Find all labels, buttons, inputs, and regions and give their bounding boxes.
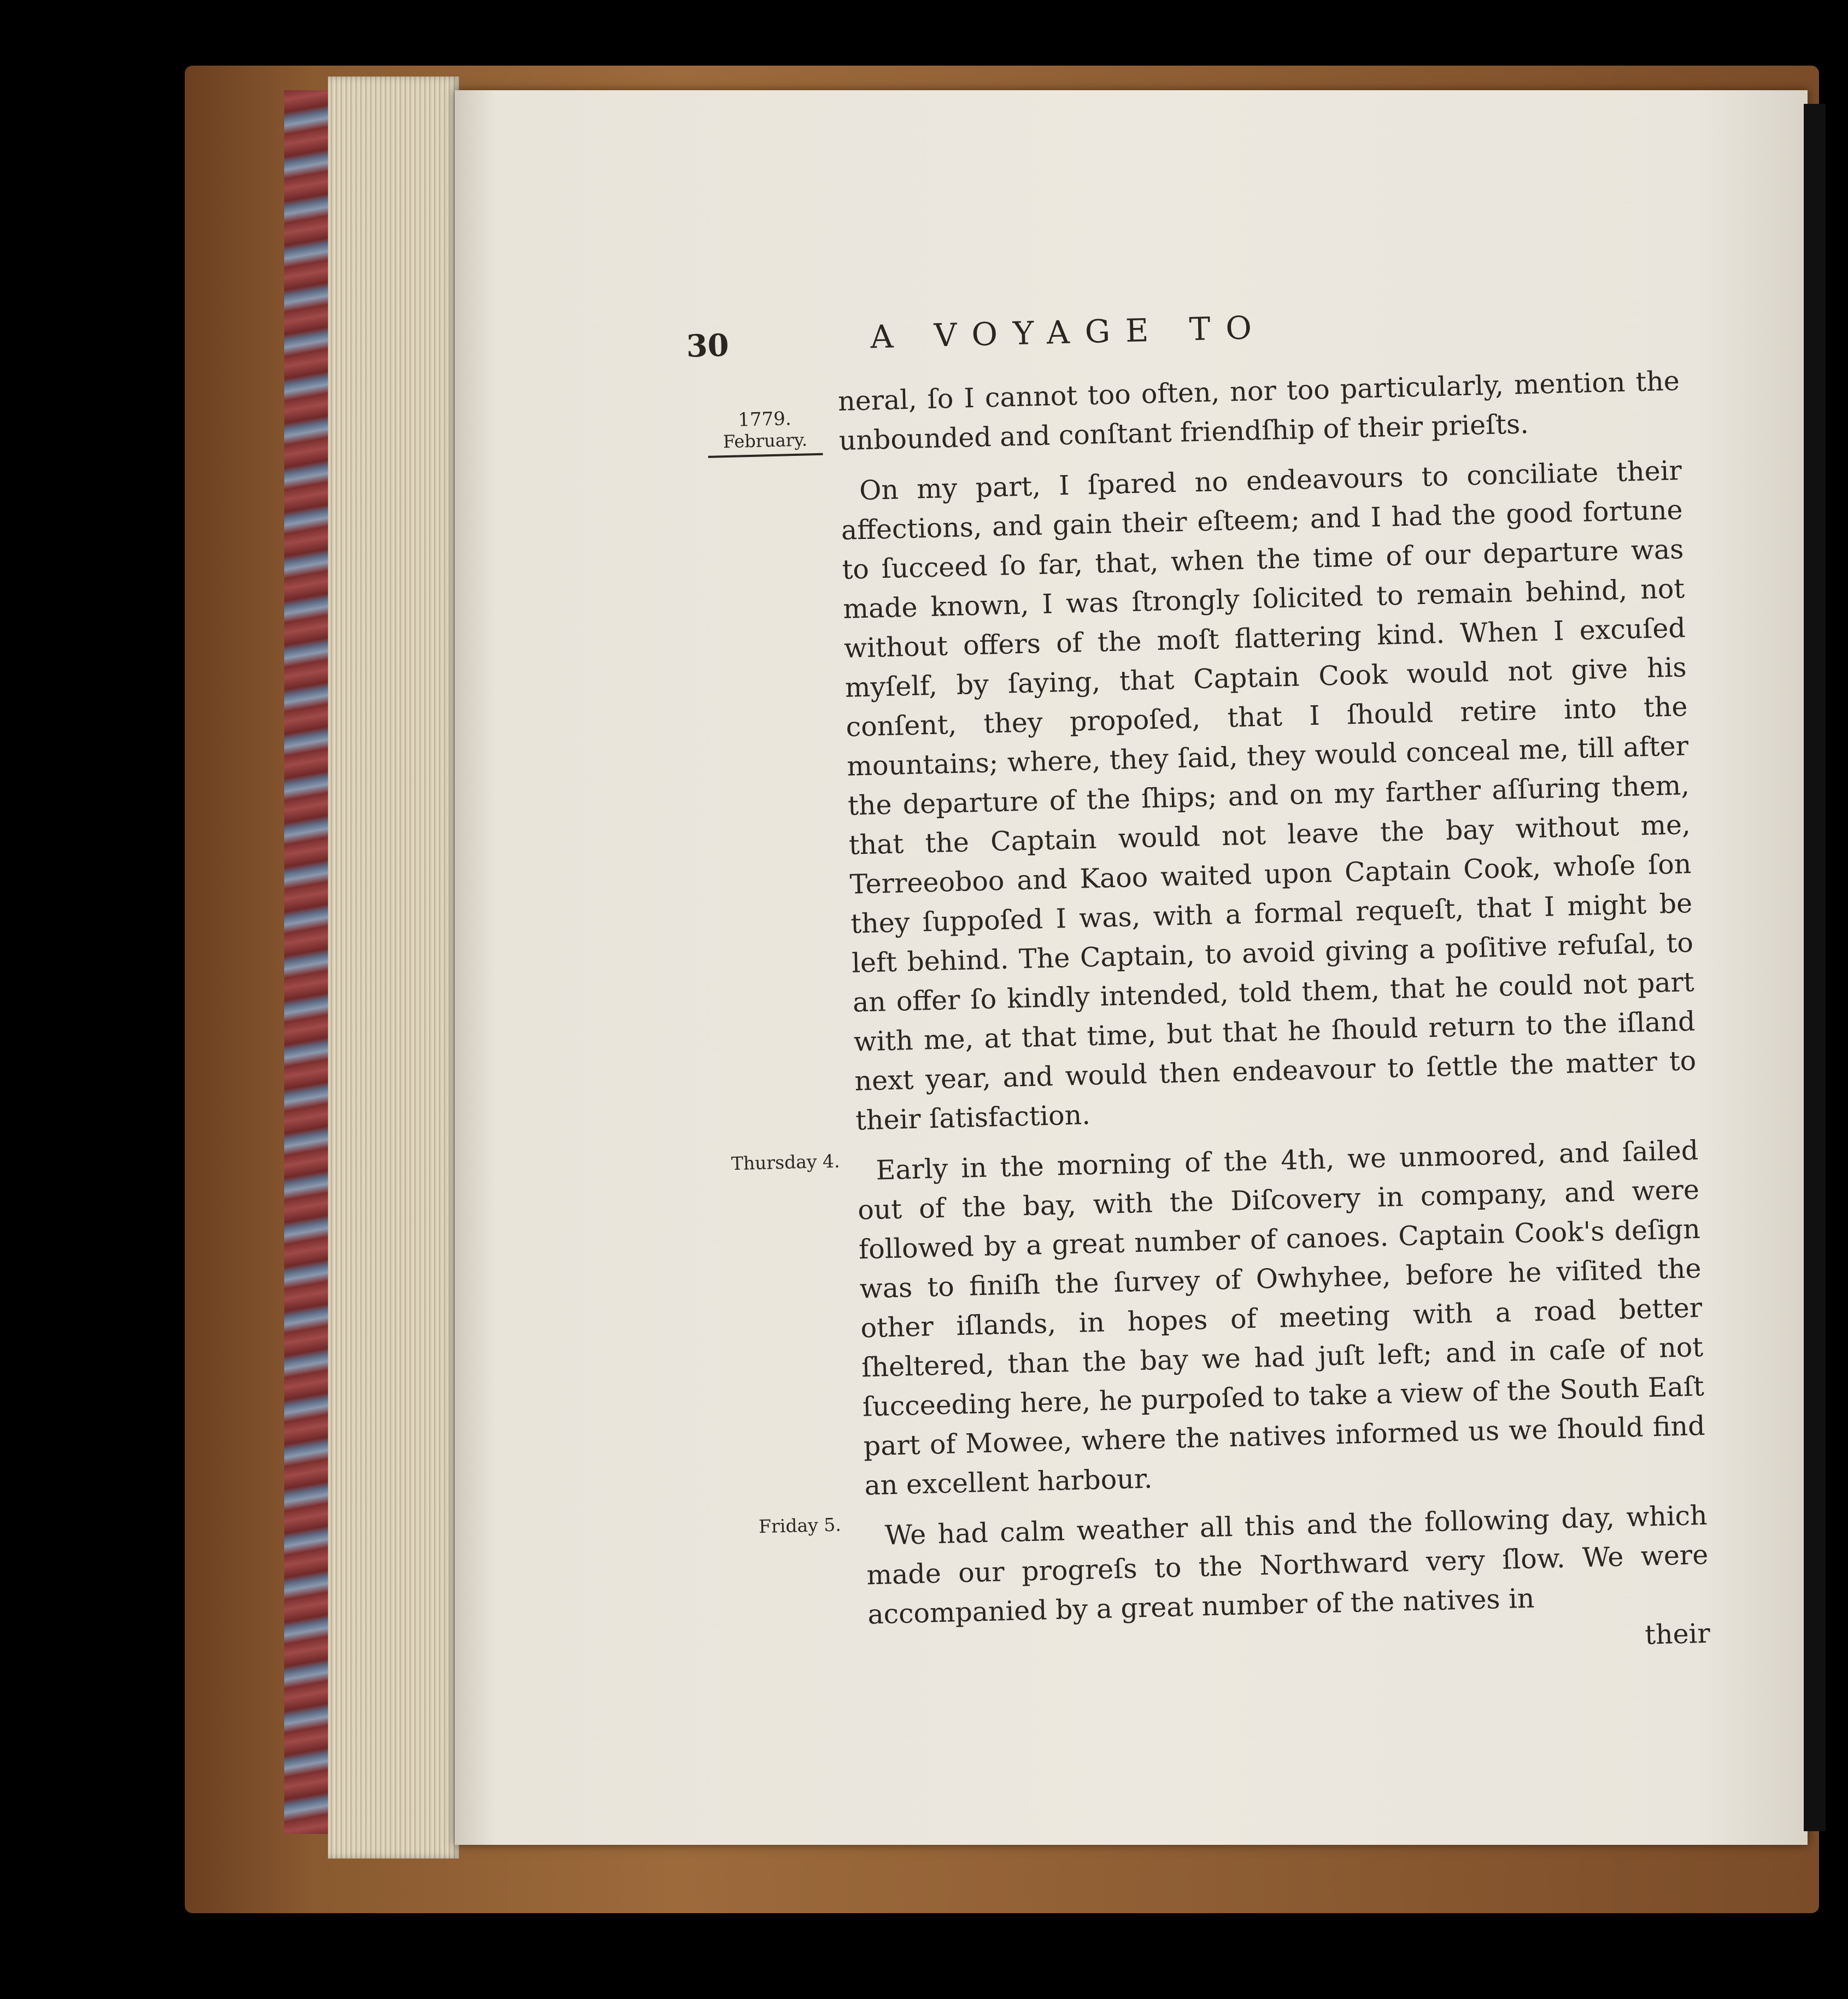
catchword: their [1644, 1617, 1711, 1651]
paragraph: We had calm weather all this and the following day, which made our progreſs to the Northward very ſlow. We were accompanied by a great number of the natives in [866, 1499, 1709, 1631]
margin-month: February. [707, 429, 823, 458]
running-head: A VOYAGE TO [870, 308, 1268, 356]
body-text [837, 361, 1710, 1674]
page-number: 30 [685, 327, 730, 365]
paragraph: neral, ſo I cannot too often, nor too particularly, mention the unbounded and conſtant friendſhip of their prieſts. [837, 365, 1680, 456]
margin-date [707, 407, 823, 458]
paragraph: Early in the morning of the 4th, we unmoored, and ſailed out of the bay, with the Diſcovery in company, and were followed by a great number of canoes. Captain Cook's deſign was to finiſh the ſurvey of Owhyhee, before he viſited the other iſlands, in hopes of meeting with a road better ſheltered, than the bay we had juſt left; and in caſe of not ſucceeding here, he purpoſed to take a view of the South Eaſt part of Mowee, where the natives informed us we ſhould find an excellent harbour. [857, 1134, 1706, 1502]
margin-year: 1779. [737, 408, 792, 431]
margin-friday: Friday 5. [758, 1514, 842, 1538]
margin-thursday: Thursday 4. [731, 1150, 840, 1175]
paragraph: On my part, I ſpared no endeavours to conciliate their affections, and gain their eſteem; and I had the good fortune to ſucceed ſo far, that, when the time of our departure was made known, I was ſtrongly ſolicited to remain behind, not without offers of the moſt flattering kind. When I excuſed myſelf, by ſaying, that Captain Cook would not give his conſent, they propoſed, that I ſhould retire into the mountains; where, they ſaid, they would conceal me, till after the departure of the ſhips; and on my farther aſſuring them, that the Captain would not leave the bay without me, Terreeoboo and Kaoo waited upon Captain Cook, whoſe ſon they ſuppoſed I was, with a formal requeſt, that I might be left behind. The Captain, to avoid giving a poſitive refuſal, to an offer ſo kindly intended, told them, that he could not part with me, at that time, but that he ſhould return to the iſland next year, and would then endeavour to ſettle the matter to their ſatisfaction. [841, 455, 1697, 1136]
